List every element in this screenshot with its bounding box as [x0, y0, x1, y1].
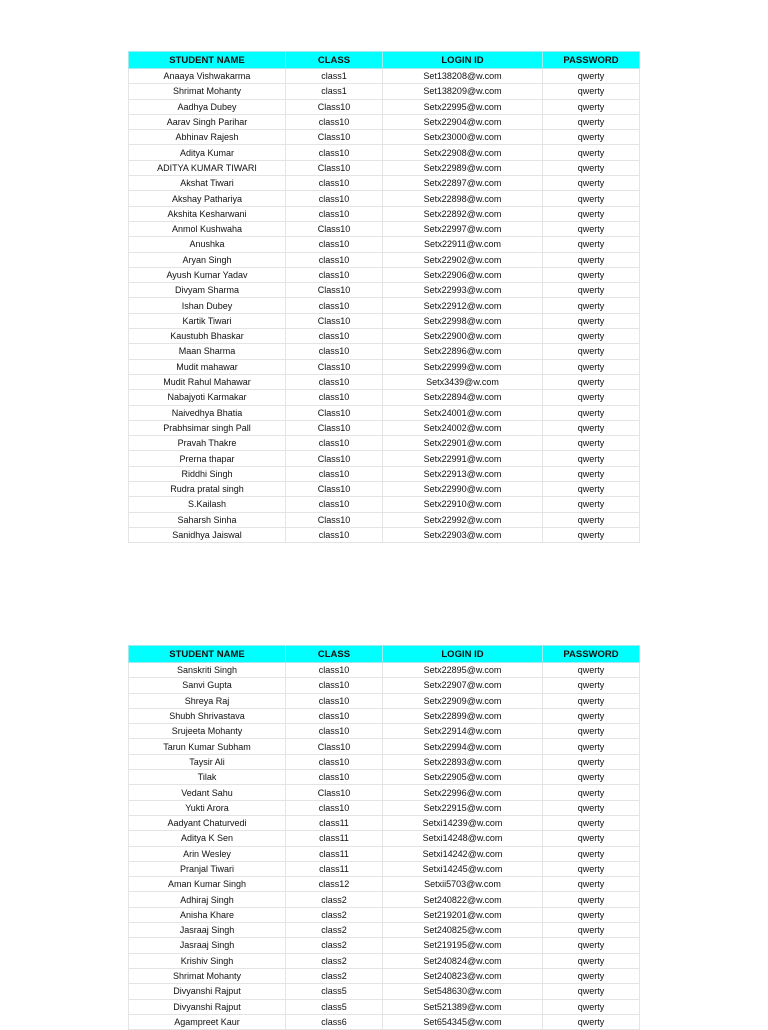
student-name-cell: Saharsh Sinha — [129, 512, 286, 527]
table-row — [129, 267, 640, 282]
student-name-cell: Aditya Kumar — [129, 145, 286, 160]
table-row — [129, 739, 640, 754]
table-row — [129, 938, 640, 953]
class-cell: class10 — [286, 678, 383, 693]
login-id-cell: Setx22998@w.com — [383, 313, 543, 328]
login-id-cell: Setx22901@w.com — [383, 436, 543, 451]
table-row — [129, 390, 640, 405]
password-cell: qwerty — [543, 678, 640, 693]
login-id-cell: Setx22913@w.com — [383, 466, 543, 481]
login-id-cell: Set521389@w.com — [383, 999, 543, 1014]
student-name-cell: Divyanshi Rajput — [129, 984, 286, 999]
class-cell: class10 — [286, 754, 383, 769]
class-cell: class10 — [286, 800, 383, 815]
password-cell: qwerty — [543, 374, 640, 389]
password-header: PASSWORD — [543, 52, 640, 69]
student-name-cell: Kartik Tiwari — [129, 313, 286, 328]
login-id-cell: Setx22989@w.com — [383, 160, 543, 175]
student-name-header: STUDENT NAME — [129, 646, 286, 663]
login-id-cell: Set654345@w.com — [383, 1014, 543, 1029]
login-id-cell: Setxi14242@w.com — [383, 846, 543, 861]
class-cell: class2 — [286, 953, 383, 968]
table-row — [129, 145, 640, 160]
password-cell: qwerty — [543, 466, 640, 481]
student-name-cell: Mudit Rahul Mahawar — [129, 374, 286, 389]
table-row — [129, 298, 640, 313]
header-row — [129, 646, 640, 663]
table-row — [129, 176, 640, 191]
password-cell: qwerty — [543, 359, 640, 374]
table-row — [129, 436, 640, 451]
password-cell: qwerty — [543, 512, 640, 527]
class-cell: Class10 — [286, 313, 383, 328]
password-cell: qwerty — [543, 221, 640, 236]
table-row — [129, 968, 640, 983]
class-cell: class10 — [286, 374, 383, 389]
login-id-cell: Set138208@w.com — [383, 69, 543, 84]
class-cell: Class10 — [286, 420, 383, 435]
table-row — [129, 374, 640, 389]
login-id-cell: Setx22902@w.com — [383, 252, 543, 267]
class-cell: class11 — [286, 831, 383, 846]
student-name-cell: Agampreet Kaur — [129, 1014, 286, 1029]
table-row — [129, 283, 640, 298]
student-name-cell: Kaustubh Bhaskar — [129, 329, 286, 344]
login-id-cell: Setx22903@w.com — [383, 527, 543, 542]
login-id-cell: Setx22907@w.com — [383, 678, 543, 693]
password-cell: qwerty — [543, 160, 640, 175]
password-cell: qwerty — [543, 497, 640, 512]
password-cell: qwerty — [543, 176, 640, 191]
table-row — [129, 114, 640, 129]
login-id-cell: Setx22992@w.com — [383, 512, 543, 527]
table-row — [129, 344, 640, 359]
class-cell: class10 — [286, 237, 383, 252]
password-cell: qwerty — [543, 329, 640, 344]
class-cell: class10 — [286, 114, 383, 129]
table-row — [129, 800, 640, 815]
table-row — [129, 329, 640, 344]
class-cell: Class10 — [286, 405, 383, 420]
login-id-cell: Setx22899@w.com — [383, 708, 543, 723]
password-cell: qwerty — [543, 84, 640, 99]
password-cell: qwerty — [543, 313, 640, 328]
table-row — [129, 984, 640, 999]
student-name-cell: Prabhsimar singh Pall — [129, 420, 286, 435]
student-name-cell: Jasraaj Singh — [129, 938, 286, 953]
table-row — [129, 754, 640, 769]
password-cell: qwerty — [543, 1014, 640, 1029]
student-name-cell: Divyam Sharma — [129, 283, 286, 298]
class-cell: class12 — [286, 877, 383, 892]
class-cell: class6 — [286, 1014, 383, 1029]
student-name-cell: Sanidhya Jaiswal — [129, 527, 286, 542]
login-id-cell: Setx22893@w.com — [383, 754, 543, 769]
class-cell: class2 — [286, 907, 383, 922]
class-cell: class10 — [286, 298, 383, 313]
class-header: CLASS — [286, 52, 383, 69]
student-name-cell: Nabajyoti Karmakar — [129, 390, 286, 405]
student-name-cell: Rudra pratal singh — [129, 482, 286, 497]
student-name-cell: Krishiv Singh — [129, 953, 286, 968]
student-name-cell: Vedant Sahu — [129, 785, 286, 800]
table-row — [129, 221, 640, 236]
login-id-cell: Setx22994@w.com — [383, 739, 543, 754]
table-row — [129, 451, 640, 466]
table-row — [129, 678, 640, 693]
class-cell: class10 — [286, 206, 383, 221]
login-id-cell: Setx22999@w.com — [383, 359, 543, 374]
password-cell: qwerty — [543, 892, 640, 907]
login-id-cell: Setx22908@w.com — [383, 145, 543, 160]
class-cell: Class10 — [286, 130, 383, 145]
table-row — [129, 512, 640, 527]
table-row — [129, 497, 640, 512]
password-cell: qwerty — [543, 420, 640, 435]
login-id-cell: Setx22993@w.com — [383, 283, 543, 298]
table-row — [129, 160, 640, 175]
login-id-cell: Setx22892@w.com — [383, 206, 543, 221]
student-name-cell: Tarun Kumar Subham — [129, 739, 286, 754]
password-cell: qwerty — [543, 99, 640, 114]
class-cell: Class10 — [286, 512, 383, 527]
password-cell: qwerty — [543, 663, 640, 678]
student-name-cell: S.Kailash — [129, 497, 286, 512]
class-cell: class5 — [286, 999, 383, 1014]
student-name-cell: Ayush Kumar Yadav — [129, 267, 286, 282]
class-cell: Class10 — [286, 739, 383, 754]
password-cell: qwerty — [543, 754, 640, 769]
class-cell: Class10 — [286, 283, 383, 298]
table-row — [129, 785, 640, 800]
login-id-cell: Setx23000@w.com — [383, 130, 543, 145]
password-cell: qwerty — [543, 527, 640, 542]
table-row — [129, 313, 640, 328]
password-cell: qwerty — [543, 861, 640, 876]
password-cell: qwerty — [543, 344, 640, 359]
student-name-cell: Anushka — [129, 237, 286, 252]
login-id-cell: Setx22914@w.com — [383, 724, 543, 739]
class-cell: Class10 — [286, 99, 383, 114]
student-name-cell: Mudit mahawar — [129, 359, 286, 374]
password-cell: qwerty — [543, 482, 640, 497]
table-row — [129, 527, 640, 542]
password-cell: qwerty — [543, 877, 640, 892]
class-cell: Class10 — [286, 359, 383, 374]
student-name-cell: Aryan Singh — [129, 252, 286, 267]
password-cell: qwerty — [543, 390, 640, 405]
table-row — [129, 663, 640, 678]
student-name-cell: Adhiraj Singh — [129, 892, 286, 907]
password-cell: qwerty — [543, 69, 640, 84]
student-name-cell: Srujeeta Mohanty — [129, 724, 286, 739]
table-row — [129, 237, 640, 252]
table-row — [129, 1014, 640, 1029]
password-cell: qwerty — [543, 114, 640, 129]
class-cell: class10 — [286, 527, 383, 542]
password-cell: qwerty — [543, 145, 640, 160]
class-cell: class10 — [286, 252, 383, 267]
login-id-cell: Set138209@w.com — [383, 84, 543, 99]
table-row — [129, 252, 640, 267]
table-row — [129, 877, 640, 892]
password-cell: qwerty — [543, 785, 640, 800]
table-row — [129, 815, 640, 830]
student-name-cell: Tilak — [129, 770, 286, 785]
login-id-cell: Set219201@w.com — [383, 907, 543, 922]
login-id-cell: Setx22909@w.com — [383, 693, 543, 708]
table-row — [129, 84, 640, 99]
login-id-cell: Setx22911@w.com — [383, 237, 543, 252]
password-cell: qwerty — [543, 708, 640, 723]
table-row — [129, 770, 640, 785]
password-cell: qwerty — [543, 968, 640, 983]
login-id-cell: Set240825@w.com — [383, 923, 543, 938]
student-name-cell: Arin Wesley — [129, 846, 286, 861]
table-row — [129, 482, 640, 497]
class-cell: class11 — [286, 861, 383, 876]
table-row — [129, 359, 640, 374]
student-name-cell: Riddhi Singh — [129, 466, 286, 481]
login-id-cell: Set240822@w.com — [383, 892, 543, 907]
class-cell: class10 — [286, 176, 383, 191]
login-id-header: LOGIN ID — [383, 52, 543, 69]
table-row — [129, 69, 640, 84]
class-cell: class2 — [286, 892, 383, 907]
class-cell: Class10 — [286, 785, 383, 800]
class-cell: class10 — [286, 191, 383, 206]
student-login-table — [128, 51, 640, 543]
login-id-cell: Setx22894@w.com — [383, 390, 543, 405]
login-id-header: LOGIN ID — [383, 646, 543, 663]
class-cell: class10 — [286, 724, 383, 739]
table-row — [129, 708, 640, 723]
student-name-cell: Naivedhya Bhatia — [129, 405, 286, 420]
password-cell: qwerty — [543, 283, 640, 298]
student-name-cell: Akshat Tiwari — [129, 176, 286, 191]
password-cell: qwerty — [543, 846, 640, 861]
password-cell: qwerty — [543, 436, 640, 451]
class-cell: class10 — [286, 770, 383, 785]
password-header: PASSWORD — [543, 646, 640, 663]
password-cell: qwerty — [543, 815, 640, 830]
class-cell: class10 — [286, 145, 383, 160]
class-cell: class5 — [286, 984, 383, 999]
class-cell: Class10 — [286, 221, 383, 236]
password-cell: qwerty — [543, 191, 640, 206]
login-id-cell: Setx22896@w.com — [383, 344, 543, 359]
table-row — [129, 206, 640, 221]
table-row — [129, 693, 640, 708]
login-id-cell: Setx22904@w.com — [383, 114, 543, 129]
class-cell: Class10 — [286, 482, 383, 497]
login-id-cell: Setx22915@w.com — [383, 800, 543, 815]
class-cell: class10 — [286, 466, 383, 481]
password-cell: qwerty — [543, 693, 640, 708]
class-cell: class10 — [286, 436, 383, 451]
password-cell: qwerty — [543, 130, 640, 145]
login-id-cell: Setx22898@w.com — [383, 191, 543, 206]
class-cell: class10 — [286, 663, 383, 678]
login-id-cell: Setx24001@w.com — [383, 405, 543, 420]
password-cell: qwerty — [543, 907, 640, 922]
student-name-cell: Sanvi Gupta — [129, 678, 286, 693]
student-name-cell: ADITYA KUMAR TIWARI — [129, 160, 286, 175]
table-row — [129, 130, 640, 145]
class-cell: class10 — [286, 344, 383, 359]
table-row — [129, 999, 640, 1014]
class-cell: class1 — [286, 84, 383, 99]
student-name-cell: Aadyant Chaturvedi — [129, 815, 286, 830]
password-cell: qwerty — [543, 405, 640, 420]
class-cell: class10 — [286, 693, 383, 708]
password-cell: qwerty — [543, 770, 640, 785]
class-header: CLASS — [286, 646, 383, 663]
class-cell: Class10 — [286, 160, 383, 175]
table-row — [129, 892, 640, 907]
student-name-cell: Shreya Raj — [129, 693, 286, 708]
student-login-table — [128, 645, 640, 1030]
login-id-cell: Setx22910@w.com — [383, 497, 543, 512]
table-row — [129, 923, 640, 938]
login-id-cell: Setxi14245@w.com — [383, 861, 543, 876]
class-cell: class10 — [286, 267, 383, 282]
password-cell: qwerty — [543, 953, 640, 968]
student-name-cell: Aditya K Sen — [129, 831, 286, 846]
student-name-cell: Abhinav Rajesh — [129, 130, 286, 145]
password-cell: qwerty — [543, 267, 640, 282]
class-cell: class2 — [286, 923, 383, 938]
login-id-cell: Setx22905@w.com — [383, 770, 543, 785]
student-name-cell: Jasraaj Singh — [129, 923, 286, 938]
login-id-cell: Setx24002@w.com — [383, 420, 543, 435]
password-cell: qwerty — [543, 831, 640, 846]
login-id-cell: Setxi14239@w.com — [383, 815, 543, 830]
login-id-cell: Setx22900@w.com — [383, 329, 543, 344]
student-name-cell: Yukti Arora — [129, 800, 286, 815]
table-row — [129, 191, 640, 206]
password-cell: qwerty — [543, 298, 640, 313]
student-name-cell: Ishan Dubey — [129, 298, 286, 313]
header-row — [129, 52, 640, 69]
login-id-cell: Setx22912@w.com — [383, 298, 543, 313]
password-cell: qwerty — [543, 938, 640, 953]
student-name-cell: Aadhya Dubey — [129, 99, 286, 114]
student-name-cell: Divyanshi Rajput — [129, 999, 286, 1014]
table-row — [129, 420, 640, 435]
class-cell: class2 — [286, 938, 383, 953]
class-cell: class11 — [286, 846, 383, 861]
login-id-cell: Setx22991@w.com — [383, 451, 543, 466]
student-name-cell: Sanskriti Singh — [129, 663, 286, 678]
password-cell: qwerty — [543, 999, 640, 1014]
student-name-cell: Anaaya Vishwakarma — [129, 69, 286, 84]
student-name-cell: Prerna thapar — [129, 451, 286, 466]
table-row — [129, 953, 640, 968]
login-id-cell: Setx22906@w.com — [383, 267, 543, 282]
login-id-cell: Set240824@w.com — [383, 953, 543, 968]
password-cell: qwerty — [543, 237, 640, 252]
table-row — [129, 405, 640, 420]
table-row — [129, 724, 640, 739]
login-id-cell: Set219195@w.com — [383, 938, 543, 953]
password-cell: qwerty — [543, 252, 640, 267]
password-cell: qwerty — [543, 800, 640, 815]
student-name-cell: Maan Sharma — [129, 344, 286, 359]
student-name-cell: Pravah Thakre — [129, 436, 286, 451]
class-cell: class10 — [286, 497, 383, 512]
login-id-cell: Setx22990@w.com — [383, 482, 543, 497]
student-name-cell: Akshay Pathariya — [129, 191, 286, 206]
password-cell: qwerty — [543, 724, 640, 739]
student-name-cell: Taysir Ali — [129, 754, 286, 769]
login-id-cell: Setx22895@w.com — [383, 663, 543, 678]
login-id-cell: Setx22996@w.com — [383, 785, 543, 800]
class-cell: class10 — [286, 390, 383, 405]
student-name-cell: Akshita Kesharwani — [129, 206, 286, 221]
class-cell: class10 — [286, 708, 383, 723]
student-name-cell: Shrimat Mohanty — [129, 84, 286, 99]
student-name-cell: Aarav Singh Parihar — [129, 114, 286, 129]
table-row — [129, 466, 640, 481]
password-cell: qwerty — [543, 451, 640, 466]
class-cell: class2 — [286, 968, 383, 983]
login-id-cell: Setx22995@w.com — [383, 99, 543, 114]
class-cell: class11 — [286, 815, 383, 830]
password-cell: qwerty — [543, 984, 640, 999]
login-id-cell: Setx3439@w.com — [383, 374, 543, 389]
password-cell: qwerty — [543, 923, 640, 938]
password-cell: qwerty — [543, 206, 640, 221]
student-name-cell: Aman Kumar Singh — [129, 877, 286, 892]
student-name-cell: Shubh Shrivastava — [129, 708, 286, 723]
table-row — [129, 99, 640, 114]
class-cell: class10 — [286, 329, 383, 344]
table-row — [129, 861, 640, 876]
password-cell: qwerty — [543, 739, 640, 754]
login-id-cell: Setxi14248@w.com — [383, 831, 543, 846]
student-name-header: STUDENT NAME — [129, 52, 286, 69]
table-row — [129, 907, 640, 922]
class-cell: Class10 — [286, 451, 383, 466]
student-name-cell: Anisha Khare — [129, 907, 286, 922]
login-id-cell: Setx22897@w.com — [383, 176, 543, 191]
login-id-cell: Setxii5703@w.com — [383, 877, 543, 892]
login-id-cell: Set548630@w.com — [383, 984, 543, 999]
table-row — [129, 831, 640, 846]
login-id-cell: Setx22997@w.com — [383, 221, 543, 236]
class-cell: class1 — [286, 69, 383, 84]
student-name-cell: Pranjal Tiwari — [129, 861, 286, 876]
login-id-cell: Set240823@w.com — [383, 968, 543, 983]
student-name-cell: Anmol Kushwaha — [129, 221, 286, 236]
table-row — [129, 846, 640, 861]
student-name-cell: Shrimat Mohanty — [129, 968, 286, 983]
